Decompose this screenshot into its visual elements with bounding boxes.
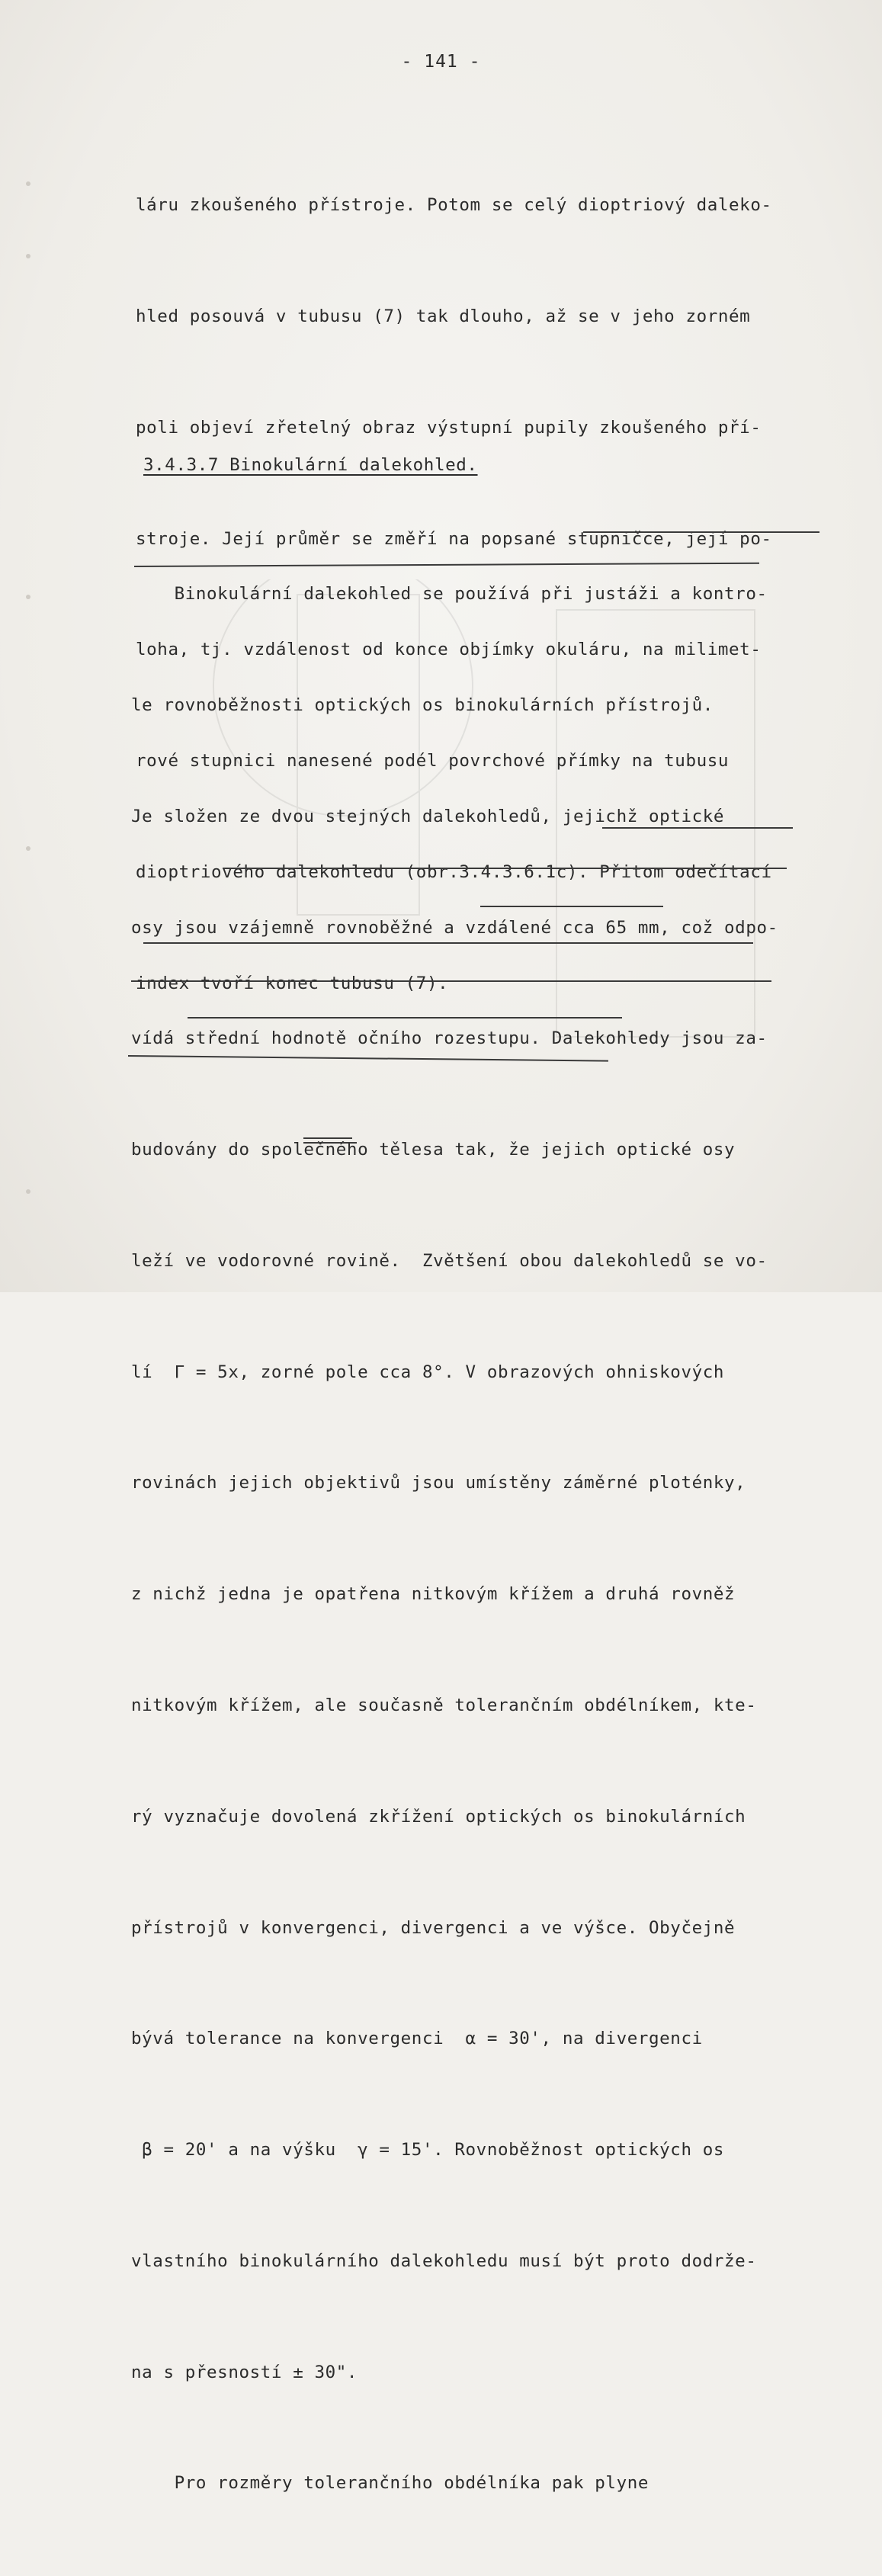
handwritten-underline [480,906,663,907]
text-line: rové stupnici nanesené podél povrchové přímky na tubusu [136,751,730,772]
text-line: na s přesností ± 30". [131,2362,358,2382]
text-line: Je složen ze dvou stejných dalekohledů, jejichž optické [131,806,725,826]
text-line: index tvoří konec tubusu (7). [136,973,449,993]
binder-hole [26,181,30,186]
text-line: β = 20' a na výšku γ = 15'. Rovnoběžnost optických os [131,2140,725,2161]
binder-hole [26,595,30,599]
text-line: budovány do společného tělesa tak, že jejich optické osy [131,1140,736,1160]
binder-hole [26,846,30,851]
handwritten-underline [602,827,793,829]
section-heading: 3.4.3.7 Binokulární dalekohled. [143,455,478,475]
text-line: z nichž jedna je opatřena nitkovým křížem a druhá rovněž [131,1584,736,1605]
text-line: poli objeví zřetelný obraz výstupní pupily zkoušeného pří- [136,417,762,438]
text-line: rovinách jejich objektivů jsou umístěny záměrné ploténky, [131,1473,746,1493]
handwritten-underline [303,1142,357,1144]
text-line: leží ve vodorovné rovině. Zvětšení obou dalekohledů se vo- [131,1250,768,1271]
text-line: hled posouvá v tubusu (7) tak dlouho, až se v jeho zorném [136,306,751,326]
page-number: - 141 - [401,52,481,72]
text-line: vídá střední hodnotě očního rozestupu. Dalekohledy jsou za- [131,1028,768,1049]
text-line: přístrojů v konvergenci, divergenci a ve výšce. Obyčejně [131,1917,736,1938]
text-line: stroje. Její průměr se změří na popsané stupničce, její po- [136,528,772,549]
text-line: rý vyznačuje dovolená zkřížení optických os binokulárních [131,1806,746,1827]
text-line: láru zkoušeného přístroje. Potom se celý dioptriový daleko- [136,195,772,216]
text-line: dioptriového dalekohledu (obr.3.4.3.6.1c). Přitom odečítací [136,861,772,882]
text-line: bývá tolerance na konvergenci α = 30', na divergenci [131,2029,703,2049]
handwritten-underline [131,980,771,982]
text-line: vlastního binokulárního dalekohledu musí být proto dodrže- [131,2250,757,2271]
text-line: le rovnoběžnosti optických os binokulárních přístrojů. [131,695,714,715]
text-line: Pro rozměry tolerančního obdélníka pak plyne [131,2473,649,2494]
text-line: osy jsou vzájemně rovnoběžné a vzdálené cca 65 mm, což odpo- [131,917,778,938]
binder-hole [26,1189,30,1194]
text-line: Binokulární dalekohled se používá při justáži a kontro- [131,584,768,605]
handwritten-underline [188,1017,622,1019]
text-line: lí Γ = 5x, zorné pole cca 8°. V obrazových ohniskových [131,1362,725,1382]
handwritten-underline [583,531,819,533]
paragraph-2 [131,502,832,2576]
text-line: loha, tj. vzdálenost od konce objímky okuláru, na milimet- [136,640,762,660]
text-line: nitkovým křížem, ale současně tolerančním obdélníkem, kte- [131,1695,757,1715]
handwritten-underline [223,868,787,869]
handwritten-underline [303,1137,352,1139]
handwritten-underline [143,942,753,944]
binder-hole [26,254,30,258]
